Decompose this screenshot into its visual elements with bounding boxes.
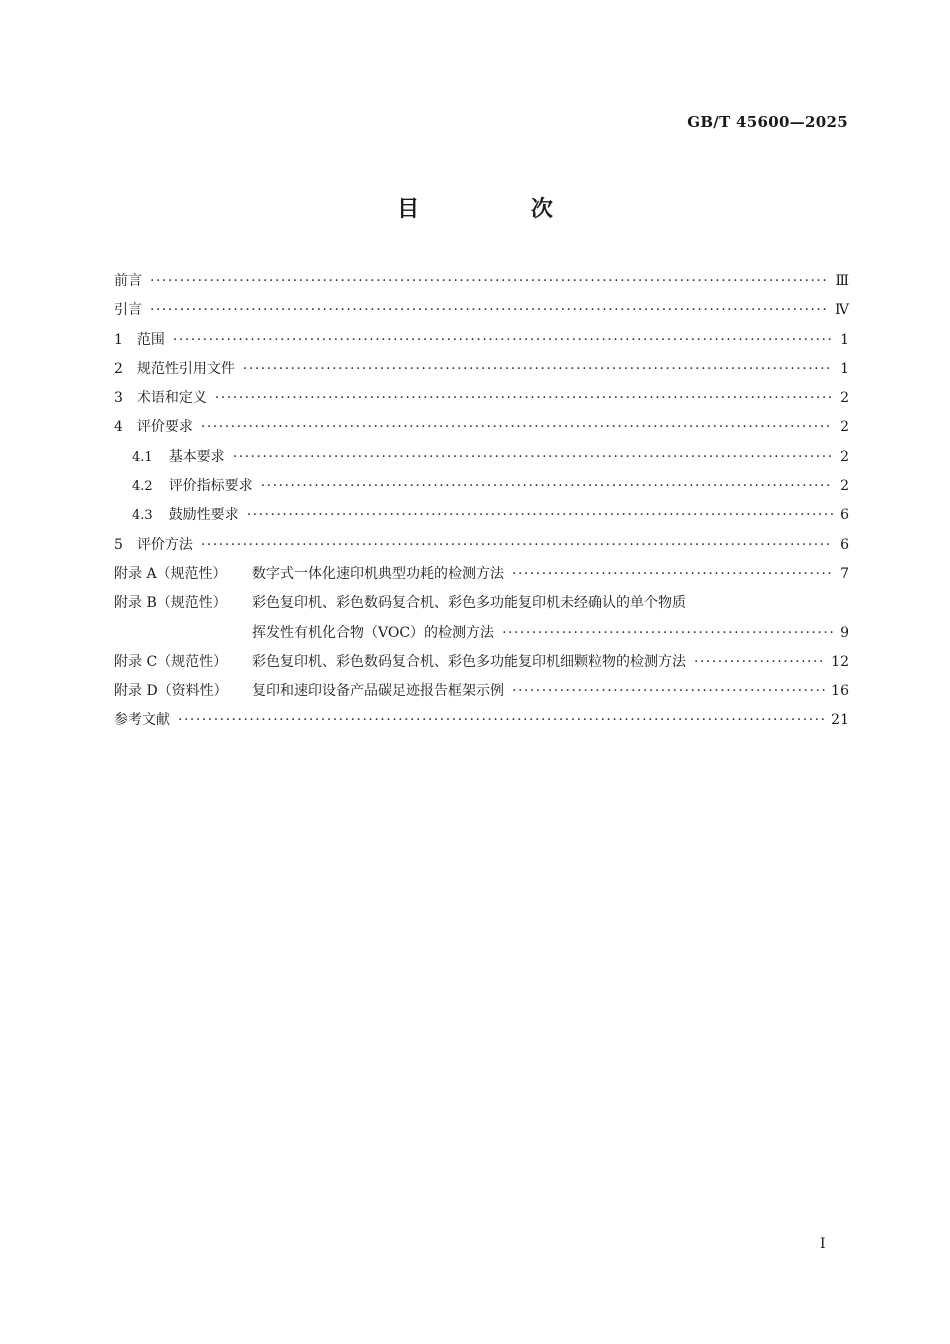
- toc-entry-foreword[interactable]: [114, 270, 849, 299]
- toc-entry-title: 评价要求: [136, 419, 193, 436]
- leader-dots: [247, 507, 833, 523]
- toc-page-number: Ⅳ: [835, 302, 849, 319]
- toc-page-number: 2: [840, 478, 849, 495]
- toc-page-number: 21: [831, 712, 849, 729]
- leader-dots: [201, 537, 833, 553]
- leader-dots: [512, 683, 825, 699]
- toc-page-number: 2: [840, 448, 849, 465]
- section-number: 5: [114, 536, 123, 553]
- leader-dots: [150, 302, 829, 318]
- page-title: 目 次: [397, 197, 605, 222]
- toc-entry-annex-b-continued[interactable]: [114, 622, 849, 651]
- leader-dots: [261, 478, 833, 494]
- leader-dots: [173, 332, 833, 348]
- section-number: 3: [114, 390, 123, 407]
- toc-entry-title: 复印和速印设备产品碳足迹报告框架示例: [252, 683, 504, 700]
- toc-entry-title: 鼓励性要求: [168, 507, 239, 524]
- leader-dots: [694, 654, 825, 670]
- toc-page-number: 6: [840, 536, 849, 553]
- toc-entry-title: 评价方法: [136, 536, 193, 553]
- toc-page-number: 9: [840, 624, 849, 641]
- toc-entry-title: 前言: [114, 273, 142, 289]
- section-number: 4.2: [132, 479, 153, 495]
- toc-entry-section-3[interactable]: [114, 387, 849, 416]
- toc-page-number: 1: [840, 360, 849, 377]
- toc-entry-annex-c[interactable]: [114, 651, 849, 680]
- toc-entry-annex-d[interactable]: [114, 680, 849, 709]
- toc-entry-annex-a[interactable]: [114, 563, 849, 592]
- annex-label: 附录 C（规范性）: [114, 653, 228, 670]
- toc-page-number: 2: [840, 419, 849, 436]
- toc-entry-title: 规范性引用文件: [136, 360, 235, 377]
- toc-entry-title: 术语和定义: [136, 390, 207, 407]
- section-number: 4.1: [132, 449, 153, 465]
- toc-page-number: 7: [840, 565, 849, 582]
- annex-label: 附录 A（规范性）: [114, 565, 227, 582]
- toc-page-number: 2: [840, 390, 849, 407]
- toc-entry-section-4-3[interactable]: [114, 504, 849, 533]
- section-number: 4: [114, 419, 123, 436]
- toc-page-number: 16: [831, 683, 849, 700]
- toc-page-number: 6: [840, 507, 849, 524]
- leader-dots: [502, 625, 833, 641]
- leader-dots: [512, 566, 833, 582]
- toc-entry-title: 范围: [136, 331, 165, 348]
- toc-entry-bibliography[interactable]: [114, 709, 849, 738]
- toc-entry-title: 评价指标要求: [168, 478, 253, 495]
- toc-entry-title: 引言: [114, 302, 142, 319]
- toc-entry-title-line1: 彩色复印机、彩色数码复合机、彩色多功能复印机未经确认的单个物质: [252, 595, 686, 612]
- toc-entry-title: 基本要求: [168, 448, 225, 465]
- leader-dots: [215, 390, 833, 406]
- toc-entry-section-4-1[interactable]: [114, 446, 849, 475]
- table-of-contents: [114, 270, 849, 739]
- annex-label: 附录 B（规范性）: [114, 595, 227, 612]
- section-number: 2: [114, 360, 123, 377]
- toc-page-number: 12: [831, 653, 849, 670]
- annex-label: 附录 D（资料性）: [114, 683, 228, 700]
- toc-page-number: 1: [840, 331, 849, 348]
- leader-dots: [233, 449, 833, 465]
- toc-entry-section-4-2[interactable]: [114, 475, 849, 504]
- toc-entry-title: 参考文献: [114, 712, 170, 729]
- toc-entry-title: 彩色复印机、彩色数码复合机、彩色多功能复印机细颗粒物的检测方法: [252, 653, 686, 670]
- section-number: 1: [114, 331, 123, 348]
- toc-entry-title: 数字式一体化速印机典型功耗的检测方法: [252, 565, 504, 582]
- toc-entry-annex-b[interactable]: [114, 592, 849, 621]
- toc-entry-section-1[interactable]: [114, 329, 849, 358]
- toc-entry-section-4[interactable]: [114, 416, 849, 445]
- leader-dots: [150, 273, 829, 289]
- leader-dots: [201, 419, 833, 435]
- toc-entry-title-line2: 挥发性有机化合物（VOC）的检测方法: [252, 624, 495, 641]
- footer-page-number: Ⅰ: [820, 1236, 826, 1252]
- toc-entry-section-2[interactable]: [114, 358, 849, 387]
- toc-entry-section-5[interactable]: [114, 534, 849, 563]
- standard-number: GB/T 45600—2025: [687, 113, 848, 131]
- toc-page-number: Ⅲ: [835, 273, 849, 289]
- section-number: 4.3: [132, 508, 153, 524]
- toc-entry-introduction[interactable]: [114, 299, 849, 328]
- leader-dots: [243, 361, 833, 377]
- leader-dots: [178, 712, 825, 728]
